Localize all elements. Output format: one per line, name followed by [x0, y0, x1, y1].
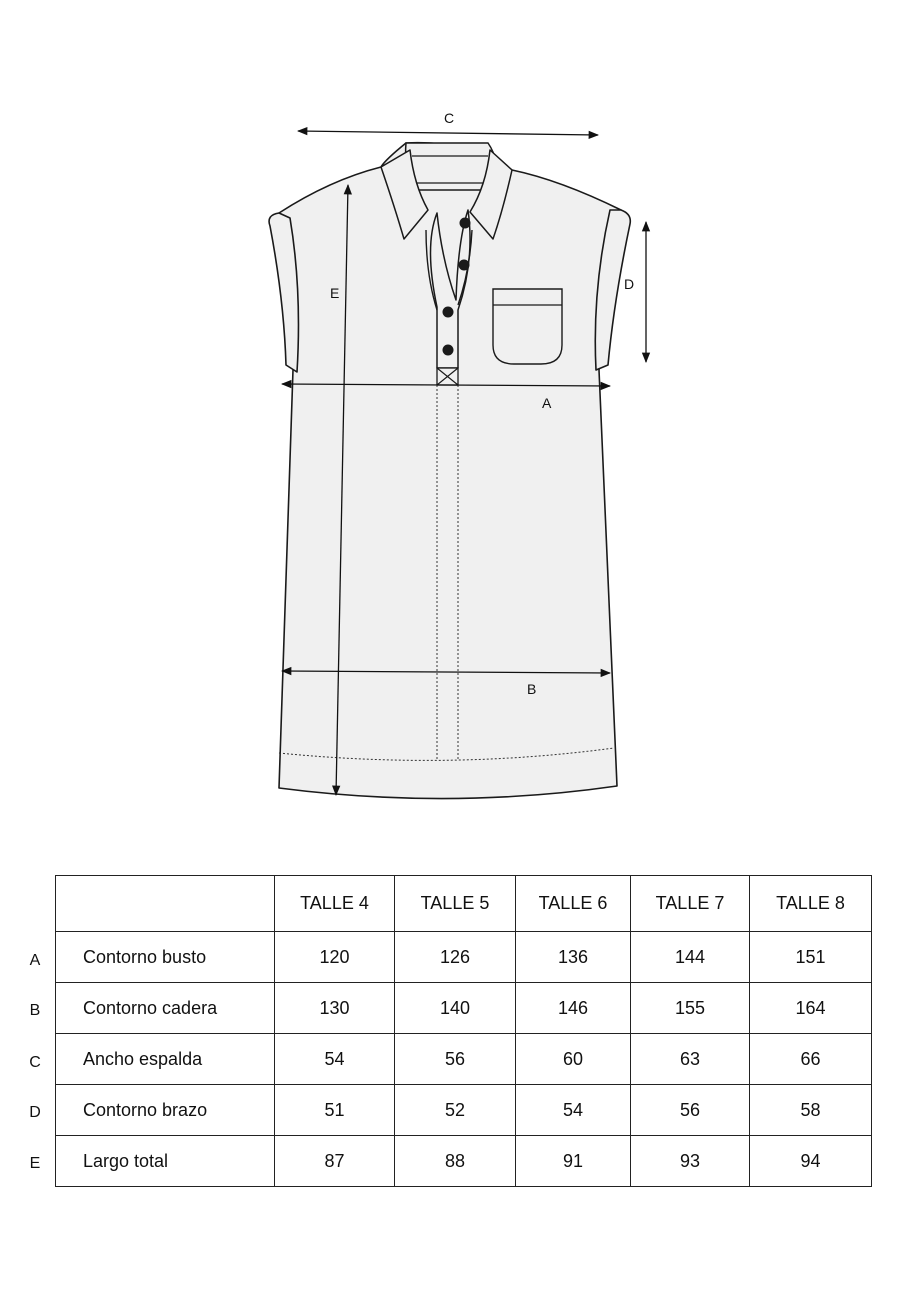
table-row — [56, 1085, 872, 1136]
table-cell: 151 — [750, 932, 872, 983]
header-cell: TALLE 6 — [516, 876, 631, 932]
button-1 — [460, 218, 471, 229]
table-cell: 93 — [631, 1136, 750, 1187]
row-letter-b: B — [29, 1002, 41, 1019]
table-cell: 58 — [750, 1085, 872, 1136]
table-cell: 91 — [516, 1136, 631, 1187]
table-cell: 54 — [516, 1085, 631, 1136]
table-cell: 87 — [275, 1136, 395, 1187]
table-row — [56, 1034, 872, 1085]
table-cell: 144 — [631, 932, 750, 983]
table-cell: 54 — [275, 1034, 395, 1085]
table-cell: 88 — [395, 1136, 516, 1187]
table-cell: 120 — [275, 932, 395, 983]
label-b: B — [527, 681, 537, 697]
table-cell: 146 — [516, 983, 631, 1034]
size-chart-table — [55, 875, 872, 1187]
table-cell: 130 — [275, 983, 395, 1034]
label-c: C — [444, 110, 455, 126]
table-cell: 126 — [395, 932, 516, 983]
table-cell: 164 — [750, 983, 872, 1034]
row-letter-d: D — [29, 1104, 41, 1121]
chest-pocket — [493, 289, 562, 364]
header-cell: TALLE 7 — [631, 876, 750, 932]
button-4 — [443, 345, 454, 356]
measure-c-arrow — [298, 131, 598, 135]
label-e: E — [330, 285, 340, 301]
table-cell: 52 — [395, 1085, 516, 1136]
table-cell: 155 — [631, 983, 750, 1034]
table-cell: 56 — [395, 1034, 516, 1085]
header-cell: TALLE 8 — [750, 876, 872, 932]
button-2 — [459, 260, 470, 271]
measure-label: Ancho espalda — [56, 1034, 275, 1085]
header-cell — [56, 876, 275, 932]
label-a: A — [542, 395, 552, 411]
table-cell: 94 — [750, 1136, 872, 1187]
header-cell: TALLE 5 — [395, 876, 516, 932]
dress-body — [279, 143, 621, 799]
table-cell: 60 — [516, 1034, 631, 1085]
table-cell: 140 — [395, 983, 516, 1034]
measure-label: Contorno busto — [56, 932, 275, 983]
table-cell: 51 — [275, 1085, 395, 1136]
table-cell: 63 — [631, 1034, 750, 1085]
table-cell: 56 — [631, 1085, 750, 1136]
label-d: D — [624, 276, 635, 292]
table-cell: 66 — [750, 1034, 872, 1085]
table-row — [56, 983, 872, 1034]
row-letter-e: E — [29, 1155, 41, 1172]
table-row — [56, 932, 872, 983]
measure-label: Contorno brazo — [56, 1085, 275, 1136]
header-cell: TALLE 4 — [275, 876, 395, 932]
table-row — [56, 1136, 872, 1187]
table-header-row — [56, 876, 872, 932]
table-cell: 136 — [516, 932, 631, 983]
row-letter-c: C — [29, 1054, 41, 1071]
button-3 — [443, 307, 454, 318]
measure-label: Largo total — [56, 1136, 275, 1187]
row-letter-a: A — [29, 952, 41, 969]
measure-label: Contorno cadera — [56, 983, 275, 1034]
